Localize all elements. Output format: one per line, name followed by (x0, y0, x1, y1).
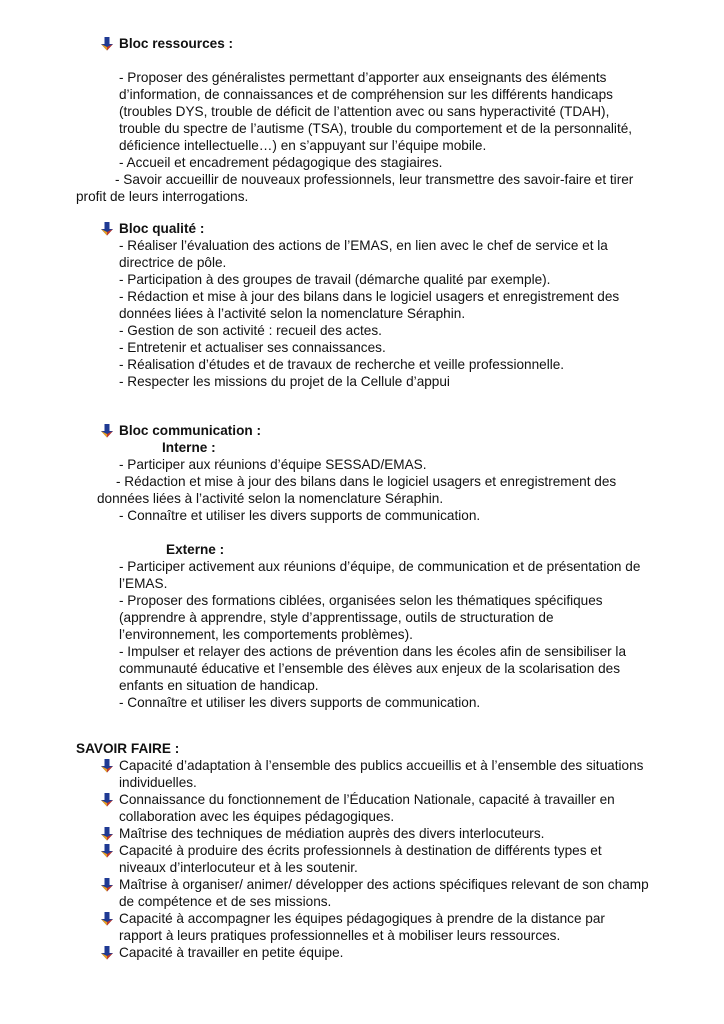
text-line: - Participer aux réunions d’équipe SESSAD/EMAS. (119, 457, 427, 472)
section-title-qualite: Bloc qualité : (119, 221, 205, 236)
text-line: - Réaliser l’évaluation des actions de l’EMAS, en lien avec le chef de service et la (119, 238, 608, 253)
text-line: Capacité à travailler en petite équipe. (119, 945, 344, 960)
text-line: - Savoir accueillir de nouveaux professionnels, leur transmettre des savoir-faire et tirer (115, 172, 634, 187)
text-line: - Proposer des généralistes permettant d’apporter aux enseignants des éléments (119, 70, 607, 85)
text-line: - Impulser et relayer des actions de prévention dans les écoles afin de sensibiliser la (119, 644, 627, 659)
text-line: - Réalisation d’études et de travaux de recherche et veille professionnelle. (119, 357, 565, 372)
text-line: données liées à l’activité selon la nomenclature Séraphin. (97, 491, 444, 506)
arrow-bullet-icon (100, 946, 114, 960)
text-line: - Entretenir et actualiser ses connaissances. (119, 340, 386, 355)
arrow-bullet-icon (100, 424, 114, 438)
arrow-bullet-icon (100, 759, 114, 773)
arrow-bullet-icon (100, 793, 114, 807)
subsection-title-externe: Externe : (166, 542, 225, 557)
text-line: déficience intellectuelle…) en s’appuyant sur l’équipe mobile. (119, 138, 487, 153)
text-line: Maîtrise des techniques de médiation auprès des divers interlocuteurs. (119, 826, 545, 841)
text-line: rapport à leurs pratiques professionnelles et à mobiliser leurs ressources. (119, 928, 561, 943)
text-line: communauté éducative et l’ensemble des élèves aux enjeux de la scolarisation des (119, 661, 620, 676)
text-line: Capacité d’adaptation à l’ensemble des publics accueillis et à l’ensemble des situations (119, 758, 644, 773)
subsection-title-interne: Interne : (162, 440, 216, 455)
text-line: - Accueil et encadrement pédagogique des stagiaires. (119, 155, 443, 170)
text-line: données liées à l’activité selon la nomenclature Séraphin. (119, 306, 466, 321)
text-line: (apprendre à apprendre, style d’apprentissage, outils de structuration de (119, 610, 554, 625)
text-line: - Participer activement aux réunions d’équipe, de communication et de présentation de (119, 559, 641, 574)
text-line: directrice de pôle. (119, 255, 227, 270)
section-title-savoir-faire: SAVOIR FAIRE : (76, 741, 180, 756)
text-line: Connaissance du fonctionnement de l’Éducation Nationale, capacité à travailler en (119, 792, 615, 807)
text-line: - Rédaction et mise à jour des bilans dans le logiciel usagers et enregistrement des (119, 289, 620, 304)
text-line: individuelles. (119, 775, 197, 790)
text-line: - Respecter les missions du projet de la Cellule d’appui (119, 374, 450, 389)
text-line: Capacité à produire des écrits professionnels à destination de différents types et (119, 843, 602, 858)
text-line: Capacité à accompagner les équipes pédagogiques à prendre de la distance par (119, 911, 605, 926)
text-line: - Connaître et utiliser les divers supports de communication. (119, 695, 481, 710)
text-line: d’information, de connaissances et de compréhension sur les différents handicaps (119, 87, 613, 102)
arrow-bullet-icon (100, 844, 114, 858)
text-line: - Connaître et utiliser les divers supports de communication. (119, 508, 481, 523)
text-line: - Gestion de son activité : recueil des actes. (119, 323, 382, 338)
text-line: de compétence et de ses missions. (119, 894, 332, 909)
arrow-bullet-icon (100, 827, 114, 841)
text-line: niveaux d’interlocuteur et à les soutenir. (119, 860, 358, 875)
section-title-ressources: Bloc ressources : (119, 36, 234, 51)
text-line: - Proposer des formations ciblées, organisées selon les thématiques spécifiques (119, 593, 603, 608)
text-line: Maîtrise à organiser/ animer/ développer des actions spécifiques relevant de son champ (119, 877, 649, 892)
arrow-bullet-icon (100, 912, 114, 926)
text-line: l’environnement, les comportements problèmes). (119, 627, 413, 642)
text-line: collaboration avec les équipes pédagogiques. (119, 809, 395, 824)
text-line: (troubles DYS, trouble de déficit de l’attention avec ou sans hyperactivité (TDAH), (119, 104, 610, 119)
arrow-bullet-icon (100, 878, 114, 892)
text-line: - Rédaction et mise à jour des bilans dans le logiciel usagers et enregistrement des (116, 474, 617, 489)
text-line: trouble du spectre de l’autisme (TSA), trouble du comportement et de la personnalité, (119, 121, 633, 136)
section-title-communication: Bloc communication : (119, 423, 261, 438)
text-line: profit de leurs interrogations. (76, 189, 249, 204)
text-line: - Participation à des groupes de travail (démarche qualité par exemple). (119, 272, 551, 287)
text-line: l’EMAS. (119, 576, 168, 591)
text-line: enfants en situation de handicap. (119, 678, 319, 693)
arrow-bullet-icon (100, 37, 114, 51)
arrow-bullet-icon (100, 222, 114, 236)
